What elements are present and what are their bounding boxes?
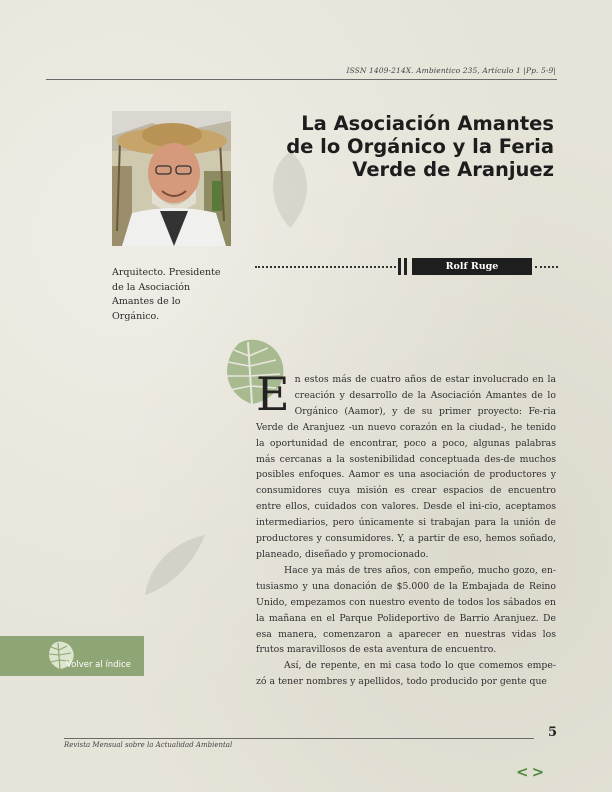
bio-line: de la Asociación: [112, 281, 191, 293]
article-title: [254, 112, 554, 181]
bio-line: Amantes de lo: [112, 296, 181, 307]
title-line: Verde de Aranjuez: [352, 158, 554, 181]
background-leaf-icon: [140, 530, 210, 600]
paragraph: Hace ya más de tres años, con empeño, mucho gozo, en-tusiasmo y una donación de $5.000 de la Embajada de Reino Unido, empezamos con nuestro evento de todos los sábados en la mañana en el Parque Polideportivo de Barrio Aranjuez. De esa manera, comenzaron a aparecer en nuestras vidas los frutos maravillosos de esta aventura de encuentro.: [256, 564, 556, 656]
author-photo: [112, 111, 231, 246]
author-bio: [112, 266, 237, 324]
title-line: de lo Orgánico y la Feria: [286, 135, 554, 158]
journal-name: Revista Mensual sobre la Actualidad Ambiental: [64, 741, 233, 749]
page-number: 5: [548, 725, 558, 740]
author-bar: [255, 258, 558, 275]
paragraph: [256, 367, 556, 563]
article-body: [256, 367, 556, 690]
bio-line: Orgánico.: [112, 310, 160, 322]
chevron-right-icon[interactable]: >: [531, 763, 548, 781]
dotted-divider: [535, 266, 558, 268]
drop-cap: E: [256, 367, 290, 421]
issn-line: ISSN 1409-214X. Ambientico 235, Artículo 1 |Pp. 5-9|: [346, 66, 556, 75]
bar-ornament: [398, 258, 408, 275]
page-navigation: [516, 763, 547, 781]
author-name: Rolf Ruge: [412, 258, 532, 275]
dotted-divider: [255, 266, 396, 268]
paragraph-text: n estos más de cuatro años de estar involucrado en la creación y desarrollo de la Asociación Amantes de lo Orgánico (Aamor), y de su primer proyecto: Fe-ria Verde de Aranjuez -un nuevo corazón en la ciudad-, he tenido la oportunidad de encontrar, poco a poco, algunas palabras más cercanas a la sostenibilidad conceptuada des-de muchos posibles enfoques. Aamor es una asociación de productores y consumidores cuya misión es crear espacios de encuentro entre ellos, cuidados con valores. Desde el ini-cio, aceptamos intermediarios, pero únicamente si trabajan para la unión de productores y consumidores. Y, a partir de eso, hemos soñado, planeado, diseñado y promocionado.: [256, 374, 556, 560]
bio-line: Arquitecto. Presidente: [112, 267, 221, 278]
back-to-index-link[interactable]: Volver al índice: [66, 660, 131, 670]
title-line: La Asociación Amantes: [301, 112, 554, 135]
footer-rule: [64, 738, 534, 739]
chevron-left-icon[interactable]: <: [516, 763, 532, 781]
header-rule: [46, 79, 557, 80]
paragraph: Así, de repente, en mi casa todo lo que comemos empe-zó a tener nombres y apellidos, todo producido por gente que: [256, 660, 556, 688]
